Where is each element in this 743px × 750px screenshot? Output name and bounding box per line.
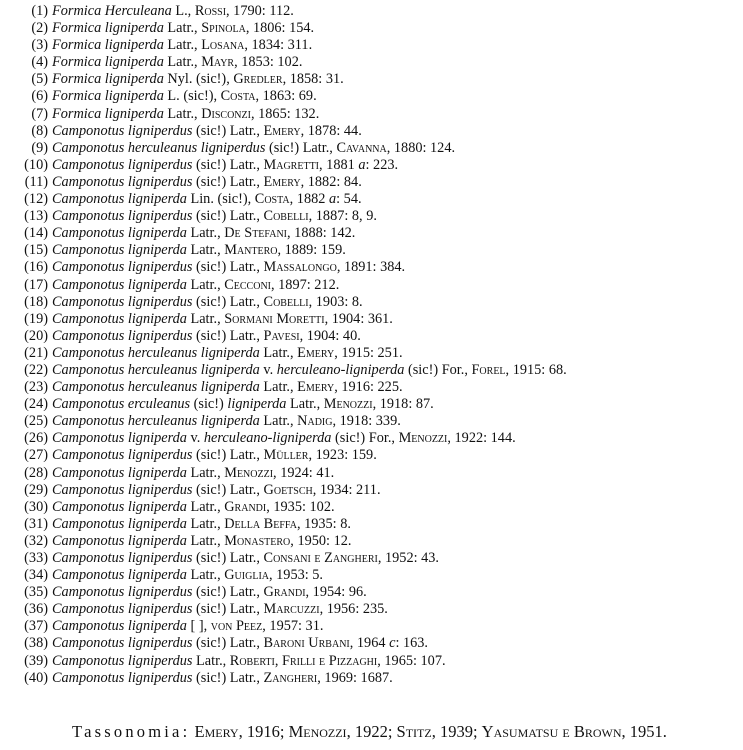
tassonomia-label: Tassonomia: — [72, 721, 191, 741]
taxon-name: Camponotus ligniperda — [52, 498, 187, 515]
synonym-list — [0, 3, 743, 687]
entry-number: (15) — [24, 242, 48, 259]
list-item — [0, 567, 743, 584]
citation-author: Grandi — [224, 498, 267, 515]
taxon-authority: [ ], — [186, 618, 211, 635]
citation-year: , 1918: 87. — [372, 396, 434, 413]
list-item — [0, 413, 743, 430]
list-item — [0, 208, 743, 225]
taxon-name: Camponotus ligniperda — [52, 567, 187, 584]
citation-page: : 163. — [395, 635, 429, 652]
entry-number: (40) — [24, 669, 48, 686]
list-item — [0, 584, 743, 601]
citation-year: , 1952: 43. — [377, 550, 440, 566]
list-item — [0, 362, 743, 379]
taxon-name: Camponotus ligniperda — [52, 225, 187, 242]
citation-author: Menozzi — [398, 430, 448, 447]
citation-author: Marcuzzi — [263, 601, 320, 618]
citation-author: Mayr — [201, 54, 235, 71]
list-item — [0, 482, 743, 499]
citation-year: , 1935: 8. — [296, 515, 351, 532]
taxon-authority: Lin. (sic!), — [186, 191, 255, 208]
taxon-name: Camponotus ligniperdus — [52, 601, 193, 618]
taxon-name-secondary: ligniperda — [227, 396, 287, 413]
taxon-name: Camponotus herculeanus ligniperda — [52, 361, 260, 378]
tassonomia-ref-year: , 1916; — [238, 721, 289, 741]
citation-author: Mantero — [224, 242, 278, 259]
citation-author: Consani e Zangheri — [263, 550, 378, 566]
citation-author: Emery — [297, 379, 335, 396]
citation-author: Sormani Moretti — [224, 310, 325, 327]
taxon-authority: Latr., — [186, 242, 225, 259]
citation-year: , 1881 — [319, 156, 359, 173]
entry-number: (13) — [24, 208, 48, 225]
taxon-name: Formica ligniperda — [52, 37, 164, 54]
taxon-authority: (sic!) Latr., — [192, 550, 264, 566]
taxon-name-secondary: herculeano-ligniperda — [276, 361, 405, 378]
citation-year: , 1922: 144. — [447, 430, 516, 447]
entry-number: (31) — [24, 515, 48, 532]
citation-year: , 1904: 40. — [299, 327, 361, 344]
list-item — [0, 328, 743, 345]
list-item — [0, 635, 743, 652]
entry-number: (33) — [24, 550, 48, 566]
citation-year: , 1904: 361. — [324, 310, 393, 327]
list-item — [0, 54, 743, 71]
list-item — [0, 106, 743, 123]
taxon-authority: (sic!) Latr., — [265, 139, 337, 156]
taxon-name: Camponotus herculeanus ligniperdus — [52, 139, 266, 156]
taxon-authority: Latr., — [186, 567, 225, 584]
citation-author: Emery — [297, 344, 335, 361]
entry-number: (19) — [24, 310, 48, 327]
citation-author: Roberti, Frilli e Pizzaghi — [229, 652, 378, 669]
citation-author: Menozzi — [323, 396, 373, 413]
taxon-authority: Latr., — [186, 498, 225, 515]
citation-author: Emery — [263, 173, 301, 190]
citation-author: Emery — [263, 122, 301, 139]
taxon-authority: Latr., — [163, 54, 202, 71]
entry-number: (2) — [31, 20, 48, 37]
list-item — [0, 191, 743, 208]
taxon-name: Camponotus ligniperda — [52, 618, 187, 635]
citation-author: von Peez — [210, 618, 263, 635]
taxon-authority: Latr., — [259, 413, 298, 430]
list-item — [0, 533, 743, 550]
citation-year: , 1891: 384. — [336, 259, 406, 276]
citation-year: , 1888: 142. — [287, 225, 356, 242]
entry-number: (23) — [24, 379, 48, 396]
entry-number: (27) — [24, 447, 48, 464]
taxon-authority: Latr., — [186, 276, 225, 293]
tassonomia-ref-author: Stitz — [396, 721, 432, 741]
taxon-authority: v. — [186, 430, 204, 447]
citation-author: Grandi — [263, 584, 306, 601]
list-item — [0, 157, 743, 174]
taxon-name: Camponotus ligniperda — [52, 276, 187, 293]
entry-number: (10) — [24, 156, 48, 173]
taxon-authority: Latr., — [186, 225, 225, 242]
citation-author: Nadig — [297, 413, 333, 430]
tassonomia-ref-year: , 1951. — [621, 721, 667, 741]
entry-number: (3) — [31, 37, 48, 54]
citation-author: Cecconi — [224, 276, 271, 293]
citation-author: Massalongo — [263, 259, 337, 276]
taxon-name: Camponotus ligniperdus — [52, 208, 193, 225]
taxon-name-secondary: herculeano-ligniperda — [203, 430, 332, 447]
taxon-name: Formica Herculeana — [52, 3, 172, 19]
citation-year: , 1903: 8. — [308, 293, 363, 310]
entry-number: (12) — [24, 191, 48, 208]
list-item — [0, 71, 743, 88]
entry-number: (28) — [24, 464, 48, 481]
citation-year: , 1858: 31. — [282, 71, 344, 88]
citation-year: , 1806: 154. — [245, 20, 315, 37]
entry-number: (6) — [31, 88, 48, 105]
tassonomia-refs — [195, 722, 667, 741]
entry-number: (18) — [24, 293, 48, 310]
taxon-name: Camponotus ligniperdus — [52, 156, 193, 173]
citation-author: De Stefani — [224, 225, 288, 242]
entry-number: (35) — [24, 584, 48, 601]
list-item — [0, 550, 743, 567]
list-item — [0, 242, 743, 259]
citation-year: , 1865: 132. — [250, 105, 320, 122]
citation-year: , 1918: 339. — [332, 413, 401, 430]
list-item — [0, 345, 743, 362]
citation-year: , 1915: 251. — [334, 344, 403, 361]
taxon-name: Formica ligniperda — [52, 54, 164, 71]
taxon-authority: (sic!) Latr., — [192, 122, 264, 139]
citation-year-suffix: a — [358, 156, 366, 173]
taxon-name: Formica ligniperda — [52, 105, 164, 122]
taxon-name: Camponotus ligniperda — [52, 430, 187, 447]
taxon-name: Camponotus ligniperda — [52, 242, 187, 259]
tassonomia-ref-year: , 1939; — [431, 721, 482, 741]
citation-year: , 1953: 5. — [269, 567, 324, 584]
taxon-authority: L., — [171, 3, 195, 19]
entry-number: (14) — [24, 225, 48, 242]
entry-number: (38) — [24, 635, 48, 652]
taxon-name: Formica ligniperda — [52, 20, 164, 37]
citation-author: Magretti — [263, 156, 320, 173]
citation-year: , 1956: 235. — [319, 601, 388, 618]
list-item — [0, 653, 743, 670]
citation-year: , 1863: 69. — [255, 88, 317, 105]
tassonomia-ref-year: , 1922; — [346, 721, 397, 741]
citation-year: , 1915: 68. — [505, 361, 567, 378]
citation-year: , 1834: 311. — [244, 37, 313, 54]
citation-year: , 1934: 211. — [312, 481, 381, 498]
list-item — [0, 465, 743, 482]
taxon-authority: (sic!) Latr., — [192, 208, 264, 225]
taxon-name: Camponotus ligniperdus — [52, 327, 193, 344]
entry-number: (4) — [31, 54, 48, 71]
taxon-name: Camponotus ligniperda — [52, 515, 187, 532]
taxon-name: Camponotus herculeanus ligniperda — [52, 344, 260, 361]
taxon-name: Camponotus herculeanus ligniperda — [52, 379, 260, 396]
citation-author: Müller — [263, 447, 309, 464]
taxon-authority: Latr., — [186, 464, 225, 481]
taxon-authority: (sic!) Latr., — [192, 601, 264, 618]
citation-year: , 1887: 8, 9. — [308, 208, 377, 225]
citation-author: Cobelli — [263, 293, 309, 310]
citation-year: , 1897: 212. — [271, 276, 340, 293]
list-item — [0, 20, 743, 37]
taxon-name: Camponotus ligniperdus — [52, 652, 193, 669]
citation-author: Gredler — [233, 71, 283, 88]
citation-year: , 1882 — [289, 191, 329, 208]
citation-author: Forel — [471, 361, 506, 378]
taxon-authority: (sic!) — [190, 396, 228, 413]
entry-number: (16) — [24, 259, 48, 276]
list-item — [0, 601, 743, 618]
taxon-authority: L. (sic!), — [163, 88, 221, 105]
citation-author: Spinola — [201, 20, 246, 37]
list-item — [0, 174, 743, 191]
citation-year: , 1882: 84. — [300, 173, 362, 190]
entry-number: (21) — [24, 344, 48, 361]
taxon-authority: Latr., — [186, 532, 225, 549]
taxon-authority: (sic!) Latr., — [192, 156, 264, 173]
taxon-authority: Latr., — [163, 37, 202, 54]
list-item — [0, 123, 743, 140]
taxon-authority: Latr., — [259, 379, 298, 396]
list-item — [0, 447, 743, 464]
taxon-authority: (sic!) Latr., — [192, 259, 264, 276]
citation-author: Zangheri — [263, 669, 318, 686]
entry-number: (1) — [31, 3, 48, 19]
list-item — [0, 670, 743, 687]
citation-year-suffix: c — [389, 635, 396, 652]
citation-year: , 1954: 96. — [305, 584, 367, 601]
list-item — [0, 311, 743, 328]
taxon-name: Formica ligniperda — [52, 71, 164, 88]
citation-year: , 1889: 159. — [277, 242, 346, 259]
tassonomia-ref-author: Yasumatsu e Brown — [481, 721, 622, 741]
list-item — [0, 499, 743, 516]
tassonomia-ref-author: Menozzi — [288, 721, 347, 741]
list-item — [0, 225, 743, 242]
taxon-name: Camponotus ligniperdus — [52, 669, 193, 686]
taxon-name: Camponotus ligniperdus — [52, 550, 193, 566]
entry-number: (34) — [24, 567, 48, 584]
list-item — [0, 277, 743, 294]
taxon-authority: (sic!) Latr., — [192, 481, 264, 498]
taxon-authority: (sic!) Latr., — [192, 327, 264, 344]
citation-author: Rossi — [194, 3, 227, 19]
entry-number: (30) — [24, 498, 48, 515]
taxon-authority: Latr., — [163, 105, 202, 122]
citation-year: , 1878: 44. — [300, 122, 362, 139]
citation-year: , 1853: 102. — [234, 54, 303, 71]
citation-author: Losana — [201, 37, 245, 54]
citation-author: Costa — [220, 88, 256, 105]
list-item — [0, 140, 743, 157]
citation-year: , 1880: 124. — [386, 139, 456, 156]
taxon-name: Camponotus ligniperdus — [52, 173, 193, 190]
taxon-name: Camponotus ligniperda — [52, 310, 187, 327]
list-item — [0, 259, 743, 276]
list-item — [0, 379, 743, 396]
entry-number: (8) — [31, 122, 48, 139]
citation-author: Della Beffa — [224, 515, 297, 532]
citation-year: , 1790: 112. — [226, 3, 294, 19]
citation-author: Guiglia — [224, 567, 269, 584]
citation-author: Goetsch — [263, 481, 313, 498]
citation-author: Disconzi — [201, 105, 251, 122]
taxon-name: Camponotus ligniperdus — [52, 259, 193, 276]
list-item — [0, 294, 743, 311]
taxon-authority: Latr., — [186, 515, 225, 532]
entry-number: (5) — [31, 71, 48, 88]
tassonomia-paragraph — [18, 721, 733, 743]
taxon-name: Camponotus ligniperda — [52, 191, 187, 208]
citation-page: : 54. — [336, 191, 362, 208]
taxon-name: Camponotus erculeanus — [52, 396, 191, 413]
citation-year-suffix: a — [328, 191, 337, 208]
citation-author: Menozzi — [224, 464, 274, 481]
taxon-name: Camponotus ligniperdus — [52, 447, 193, 464]
taxon-authority: Latr., — [186, 310, 225, 327]
citation-author: Cobelli — [263, 208, 309, 225]
taxon-authority: (sic!) Latr., — [192, 293, 264, 310]
taxon-authority-secondary: Latr., — [286, 396, 324, 413]
citation-author: Baroni Urbani — [263, 635, 350, 652]
entry-number: (26) — [24, 430, 48, 447]
citation-year: , 1957: 31. — [262, 618, 324, 635]
list-item — [0, 516, 743, 533]
taxon-authority: Latr., — [259, 344, 298, 361]
citation-year: , 1950: 12. — [290, 532, 352, 549]
taxon-authority: (sic!) Latr., — [192, 635, 264, 652]
entry-number: (32) — [24, 532, 48, 549]
citation-year: , 1916: 225. — [334, 379, 403, 396]
entry-number: (36) — [24, 601, 48, 618]
list-item — [0, 396, 743, 413]
taxon-authority: (sic!) Latr., — [192, 447, 264, 464]
list-item — [0, 618, 743, 635]
entry-number: (7) — [31, 105, 48, 122]
taxon-name: Camponotus ligniperdus — [52, 635, 193, 652]
taxon-name: Camponotus ligniperda — [52, 464, 187, 481]
taxon-name: Camponotus ligniperdus — [52, 481, 193, 498]
taxon-authority: (sic!) Latr., — [192, 669, 264, 686]
entry-number: (29) — [24, 481, 48, 498]
citation-year: , 1924: 41. — [273, 464, 335, 481]
citation-author: Costa — [254, 191, 290, 208]
entry-number: (25) — [24, 413, 48, 430]
citation-author: Pavesi — [263, 327, 300, 344]
entry-number: (24) — [24, 396, 48, 413]
list-item — [0, 37, 743, 54]
entry-number: (9) — [31, 139, 48, 156]
citation-year: , 1935: 102. — [266, 498, 335, 515]
taxon-name: Camponotus ligniperdus — [52, 584, 193, 601]
taxon-name: Camponotus ligniperdus — [52, 293, 193, 310]
entry-number: (20) — [24, 327, 48, 344]
entry-number: (11) — [24, 173, 48, 190]
taxon-authority: Latr., — [163, 20, 202, 37]
entry-number: (22) — [24, 361, 48, 378]
taxon-name: Camponotus herculeanus ligniperda — [52, 413, 260, 430]
list-item — [0, 430, 743, 447]
taxon-name: Camponotus ligniperdus — [52, 122, 193, 139]
taxon-authority: Nyl. (sic!), — [163, 71, 234, 88]
citation-year: , 1964 — [349, 635, 390, 652]
list-item — [0, 88, 743, 105]
citation-year: , 1923: 159. — [308, 447, 377, 464]
citation-year: , 1969: 1687. — [317, 669, 393, 686]
entry-number: (37) — [24, 618, 48, 635]
taxon-authority-secondary: (sic!) For., — [404, 361, 472, 378]
taxon-authority: (sic!) Latr., — [192, 173, 264, 190]
citation-year: , 1965: 107. — [377, 652, 446, 669]
list-item — [0, 3, 743, 20]
taxon-authority: Latr., — [192, 652, 230, 669]
taxon-authority: v. — [259, 361, 277, 378]
entry-number: (17) — [24, 276, 48, 293]
citation-author: Monastero — [224, 532, 291, 549]
entry-number: (39) — [24, 652, 48, 669]
citation-page: : 223. — [365, 156, 399, 173]
taxon-authority-secondary: (sic!) For., — [331, 430, 399, 447]
taxon-authority: (sic!) Latr., — [192, 584, 264, 601]
taxon-name: Camponotus ligniperda — [52, 532, 187, 549]
tassonomia-ref-author: Emery — [194, 721, 239, 741]
citation-author: Cavanna — [336, 139, 387, 156]
taxon-name: Formica ligniperda — [52, 88, 164, 105]
